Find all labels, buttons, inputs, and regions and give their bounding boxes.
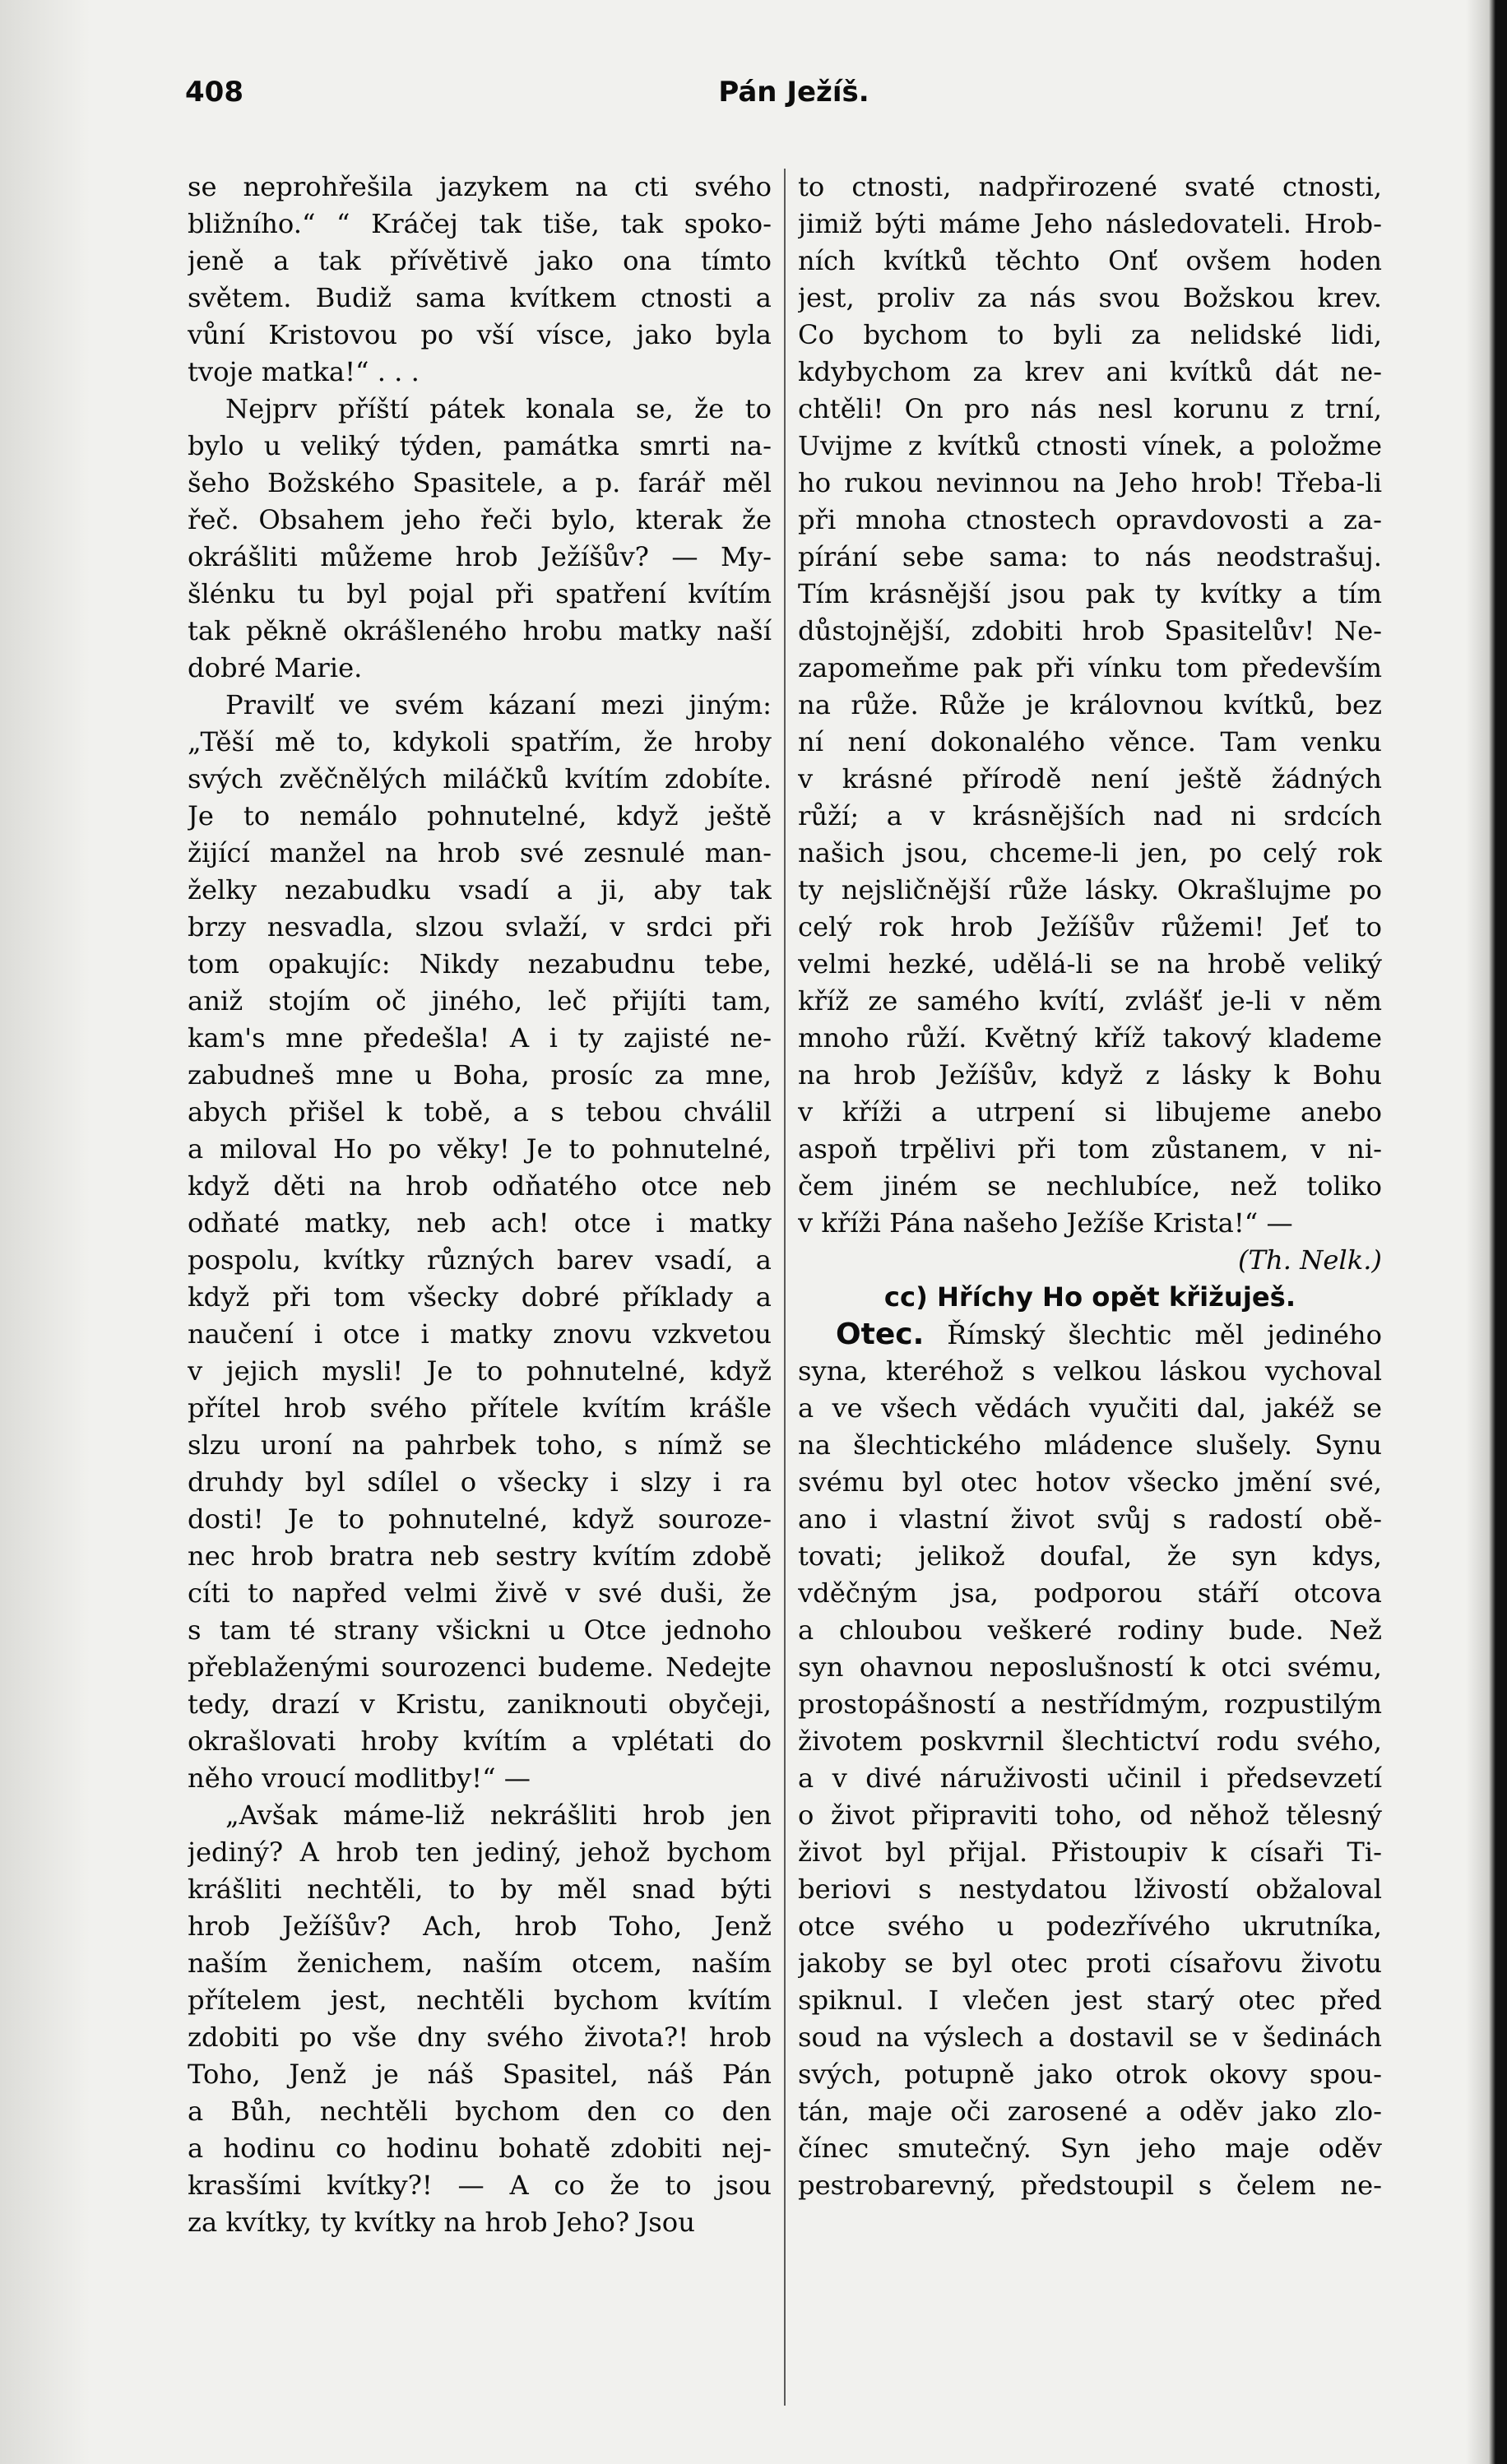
text-line: kdybychom za krev ani kvítků dát ne-	[798, 356, 1382, 387]
text-line: otce svého u podezřívého ukrutníka,	[798, 1911, 1382, 1942]
text-line: růží; a v krásnějších nad ni srdcích	[798, 800, 1382, 831]
text-line: „Avšak máme-liž nekrášliti hrob jen	[225, 1799, 772, 1831]
text-line: přeblaženými sourozenci budeme. Nedejte	[188, 1651, 772, 1683]
text-line: brzy nesvadla, slzou svlaží, v srdci při	[188, 911, 772, 943]
text-line: svému byl otec hotov všecko jmění své,	[798, 1466, 1382, 1498]
text-line: kříž ze samého kvítí, zvlášť je-li v něm	[798, 985, 1382, 1017]
text-line: něho vroucí modlitby!“ —	[188, 1762, 531, 1794]
text-line: na šlechtického mládence slušely. Synu	[798, 1429, 1382, 1461]
text-line: důstojnější, zdobiti hrob Spasitelův! Ne-	[798, 615, 1382, 646]
text-line: tán, maje oči zarosené a oděv jako zlo-	[798, 2096, 1382, 2127]
text-line: cíti to napřed velmi živě v své duši, že	[188, 1577, 772, 1609]
text-line: za kvítky, ty kvítky na hrob Jeho? Jsou	[188, 2207, 695, 2238]
text-line: svých zvěčnělých miláčků kvítím zdobíte.	[188, 763, 772, 794]
text-line: zapomeňme pak při vínku tom především	[798, 652, 1382, 683]
text-line: aniž stojím oč jiného, leč přijíti tam,	[188, 985, 772, 1017]
text-line: soud na výslech a dostavil se v šedinách	[798, 2022, 1382, 2053]
text-line: šeho Božského Spasitele, a p. farář měl	[188, 467, 772, 498]
text-line: a hodinu co hodinu bohatě zdobiti nej-	[188, 2133, 772, 2164]
text-line: pírání sebe sama: to nás neodstrašuj.	[798, 541, 1382, 572]
text-line: Toho, Jenž je náš Spasitel, náš Pán	[188, 2059, 772, 2090]
text-line: jest, proliv za nás svou Božskou krev.	[798, 282, 1382, 313]
text-line: „Těší mě to, kdykoli spatřím, že hroby	[188, 726, 772, 757]
section-heading: cc) Hříchy Ho opět křižuješ.	[883, 1281, 1296, 1313]
text-line: se neprohřešila jazykem na cti svého	[188, 171, 772, 202]
text-line: zabudneš mne u Boha, prosíc za mne,	[188, 1059, 772, 1091]
text-line: ních kvítků těchto Onť ovšem hoden	[798, 245, 1382, 276]
text-line: žijící manžel na hrob své zesnulé man-	[188, 837, 772, 868]
text-line: velmi hezké, udělá-li se na hrobě veliký	[798, 948, 1382, 980]
text-line: s tam té strany všickni u Otce jednoho	[188, 1614, 772, 1646]
text-line: Nejprv příští pátek konala se, že to	[225, 393, 772, 424]
running-title: Pán Ježíš.	[718, 76, 869, 109]
text-line: šlénku tu byl pojal při spatření kvítím	[188, 578, 772, 609]
text-line: v jejich mysli! Je to pohnutelné, když	[188, 1355, 772, 1387]
text-line: řeč. Obsahem jeho řeči bylo, kterak že	[188, 504, 772, 535]
text-line: vděčným jsa, podporou stáří otcova	[798, 1577, 1382, 1609]
text-run: Římský šlechtic měl jediného	[947, 1319, 1382, 1350]
text-line: dobré Marie.	[188, 652, 363, 683]
text-line: bylo u veliký týden, památka smrti na-	[188, 430, 772, 461]
text-line: odňaté matky, neb ach! otce i matky	[188, 1207, 772, 1239]
column-divider	[784, 169, 786, 2406]
text-line: čínec smutečný. Syn jeho maje oděv	[798, 2133, 1382, 2164]
text-line: krasšími kvítky?! — A co že to jsou	[188, 2170, 772, 2201]
text-line: hrob Ježíšův? Ach, hrob Toho, Jenž	[188, 1911, 772, 1942]
text-line: a ve všech vědách vyučiti dal, jakéž se	[798, 1392, 1382, 1424]
text-line: na hrob Ježíšův, když z lásky k Bohu	[798, 1059, 1382, 1091]
text-line: dosti! Je to pohnutelné, když souroze-	[188, 1503, 772, 1535]
left-column	[188, 169, 772, 2439]
text-line: Uvijme z kvítků ctnosti vínek, a položme	[798, 430, 1382, 461]
text-line: ní není dokonalého věnce. Tam venku	[798, 726, 1382, 757]
text-line: když děti na hrob odňatého otce neb	[188, 1170, 772, 1202]
text-line: nec hrob bratra neb sestry kvítím zdobě	[188, 1540, 772, 1572]
text-line: spiknul. I vlečen jest starý otec před	[798, 1985, 1382, 2016]
text-line	[798, 1316, 1382, 1353]
text-line: okrášliti můžeme hrob Ježíšův? — My-	[188, 541, 772, 572]
text-line: želky nezabudku vsadí a ji, aby tak	[188, 874, 772, 905]
text-line: a chloubou veškeré rodiny bude. Než	[798, 1614, 1382, 1646]
text-line: tvoje matka!“ . . .	[188, 356, 420, 387]
text-line: Tím krásnější jsou pak ty kvítky a tím	[798, 578, 1382, 609]
scan-shadow-right	[1466, 0, 1507, 2464]
text-line: jakoby se byl otec proti císařovu životu	[798, 1948, 1382, 1979]
text-line: beriovi s nestydatou lživostí obžaloval	[798, 1873, 1382, 1905]
text-line: čem jiném se nechlubíce, než toliko	[798, 1170, 1382, 1202]
text-line: syna, kteréhož s velkou láskou vychoval	[798, 1355, 1382, 1387]
page-header	[185, 76, 1337, 109]
text-line: celý rok hrob Ježíšův růžemi! Jeť to	[798, 911, 1382, 943]
text-line: v krásné přírodě není ještě žádných	[798, 763, 1382, 794]
text-line: při mnoha ctnostech opravdovosti a za-	[798, 504, 1382, 535]
text-line: abych přišel k tobě, a s tebou chválil	[188, 1096, 772, 1128]
text-line: Co bychom to byli za nelidské lidi,	[798, 319, 1382, 350]
text-line: to ctnosti, nadpřirozené svaté ctnosti,	[798, 171, 1382, 202]
text-line: druhdy byl sdílel o všecky i slzy i ra	[188, 1466, 772, 1498]
text-line: pestrobarevný, předstoupil s čelem ne-	[798, 2170, 1382, 2201]
text-line: životem poskvrnil šlechtictví rodu svého,	[798, 1725, 1382, 1757]
text-line: krášliti nechtěli, to by měl snad býti	[188, 1873, 772, 1905]
text-line: jeně a tak přívětivě jako ona tímto	[188, 245, 772, 276]
text-line: na růže. Růže je královnou kvítků, bez	[798, 689, 1382, 720]
text-line: tak pěkně okrášleného hrobu matky naší	[188, 615, 772, 646]
right-column	[798, 169, 1382, 2439]
text-line: Je to nemálo pohnutelné, když ještě	[188, 800, 772, 831]
text-line: v kříži a utrpení si libujeme anebo	[798, 1096, 1382, 1128]
scan-shadow-left	[0, 0, 90, 2464]
text-line: syn ohavnou neposlušností k otci svému,	[798, 1651, 1382, 1683]
text-line: o život připraviti toho, od něhož tělesný	[798, 1799, 1382, 1831]
text-line: tovati; jelikož doufal, že syn kdys,	[798, 1540, 1382, 1572]
text-line: naučení i otce i matky znovu vzkvetou	[188, 1318, 772, 1350]
text-line: vůní Kristovou po vší vísce, jako byla	[188, 319, 772, 350]
text-line: tedy, drazí v Kristu, zaniknouti obyčeji,	[188, 1688, 772, 1720]
paragraph-lead-word: Otec.	[836, 1318, 925, 1351]
text-line: přítelem jest, nechtěli bychom kvítím	[188, 1985, 772, 2016]
text-line: přítel hrob svého přítele kvítím krášle	[188, 1392, 772, 1424]
text-line: tom opakujíc: Nikdy nezabudnu tebe,	[188, 948, 772, 980]
text-line: mnoho růží. Květný kříž takový klademe	[798, 1022, 1382, 1054]
text-line: jimiž býti máme Jeho následovateli. Hrob-	[798, 208, 1382, 239]
text-line: svých, potupně jako otrok okovy spou-	[798, 2059, 1382, 2090]
text-line: ty nejsličnější růže lásky. Okrašlujme po	[798, 874, 1382, 905]
text-line: prostopášností a nestřídmým, rozpustilým	[798, 1688, 1382, 1720]
text-line: v kříži Pána našeho Ježíše Krista!“ —	[798, 1207, 1293, 1239]
text-line: ho rukou nevinnou na Jeho hrob! Třeba-li	[798, 467, 1382, 498]
text-line: světem. Budiž sama kvítkem ctnosti a	[188, 282, 772, 313]
page-number: 408	[185, 76, 243, 109]
text-line: zdobiti po vše dny svého života?! hrob	[188, 2022, 772, 2053]
text-line: a miloval Ho po věky! Je to pohnutelné,	[188, 1133, 772, 1165]
text-line: chtěli! On pro nás nesl korunu z trní,	[798, 393, 1382, 424]
text-line: Pravilť ve svém kázaní mezi jiným:	[225, 689, 772, 720]
text-line: ano i vlastní život svůj s radostí obě-	[798, 1503, 1382, 1535]
text-line: pospolu, kvítky různých barev vsadí, a	[188, 1244, 772, 1276]
text-line: když při tom všecky dobré příklady a	[188, 1281, 772, 1313]
text-line: jediný? A hrob ten jediný, jehož bychom	[188, 1836, 772, 1868]
text-line: a Bůh, nechtěli bychom den co den	[188, 2096, 772, 2127]
citation: (Th. Nelk.)	[1237, 1244, 1382, 1276]
text-line: slzu uroní na pahrbek toho, s nímž se	[188, 1429, 772, 1461]
text-line: aspoň trpělivi při tom zůstanem, v ni-	[798, 1133, 1382, 1165]
text-line: kam's mne předešla! A i ty zajisté ne-	[188, 1022, 772, 1054]
text-line: bližního.“ “ Kráčej tak tiše, tak spoko-	[188, 208, 772, 239]
text-line: život byl přijal. Přistoupiv k císaři Ti-	[798, 1836, 1382, 1868]
text-line: našich jsou, chceme-li jen, po celý rok	[798, 837, 1382, 868]
text-line: naším ženichem, naším otcem, naším	[188, 1948, 772, 1979]
text-line: okrašlovati hroby kvítím a vplétati do	[188, 1725, 772, 1757]
text-line: a v divé náruživosti učinil i předsevzetí	[798, 1762, 1382, 1794]
